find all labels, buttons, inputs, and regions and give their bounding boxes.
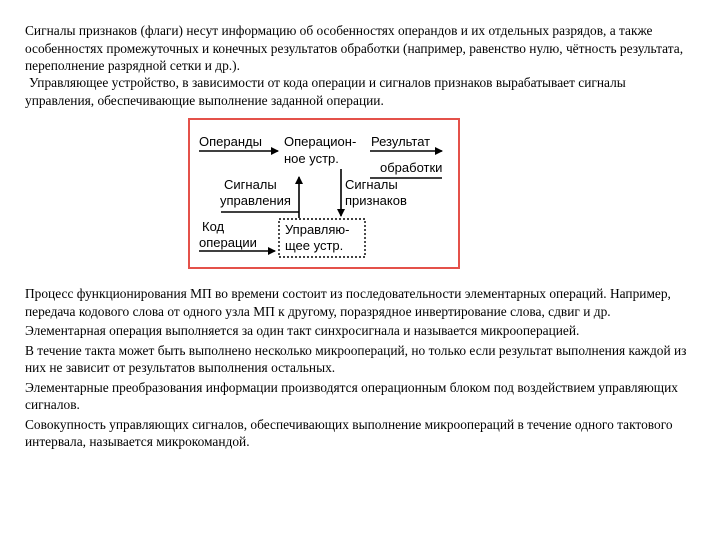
label-result-1: Результат (371, 134, 431, 149)
paragraph-transform: Элементарные преобразования информации производятся операционным блоком под воздействием управляющих сигналов. (25, 379, 678, 412)
label-ctrl-unit-1: Управляю- (285, 222, 350, 237)
intro-paragraph-flags: Сигналы признаков (флаги) несут информацию об особенностях операндов и их отдельных разрядов, а также особенностях промежуточных и конечных результатов обработки (например, равенство нулю, чётность результата, переполнение разрядной сетки и др.). (25, 23, 684, 73)
label-ctrl-signals-1: Сигналы (224, 177, 277, 192)
paragraph-microoperation: Элементарная операция выполняется за один такт синхросигнала и называется микрооперацией. (25, 323, 580, 338)
label-opcode-2: операции (199, 235, 257, 250)
label-op-unit-2: ное устр. (284, 151, 339, 166)
label-flag-signals-2: признаков (345, 193, 407, 208)
paragraph-process: Процесс функционирования МП во времени состоит из последовательности элементарных операций. Например, передача кодового слова от одного узла МП к другому, поразрядное инвертирование слова, сдвиг и др. (25, 286, 671, 319)
label-ctrl-signals-2: управления (220, 193, 291, 208)
label-flag-signals-1: Сигналы (345, 177, 398, 192)
label-operands: Операнды (199, 134, 262, 149)
paragraph-microinstruction: Совокупность управляющих сигналов, обеспечивающих выполнение микроопераций в течение одного тактового интервала, называется микрокомандой. (25, 416, 673, 449)
body-text (25, 285, 695, 453)
diagram-frame (188, 118, 460, 269)
label-ctrl-unit-2: щее устр. (285, 238, 344, 253)
intro-paragraph-control-unit: Управляющее устройство, в зависимости от кода операции и сигналов признаков вырабатывает сигналы управления, обеспечивающие выполнение заданной операции. (25, 75, 626, 108)
paragraph-cycle: В течение такта может быть выполнено несколько микроопераций, но только если результат выполнения каждой из них не зависит от результатов выполнения остальных. (25, 342, 687, 375)
label-op-unit-1: Операцион- (284, 134, 357, 149)
label-result-2: обработки (380, 160, 443, 175)
label-opcode-1: Код (202, 219, 225, 234)
